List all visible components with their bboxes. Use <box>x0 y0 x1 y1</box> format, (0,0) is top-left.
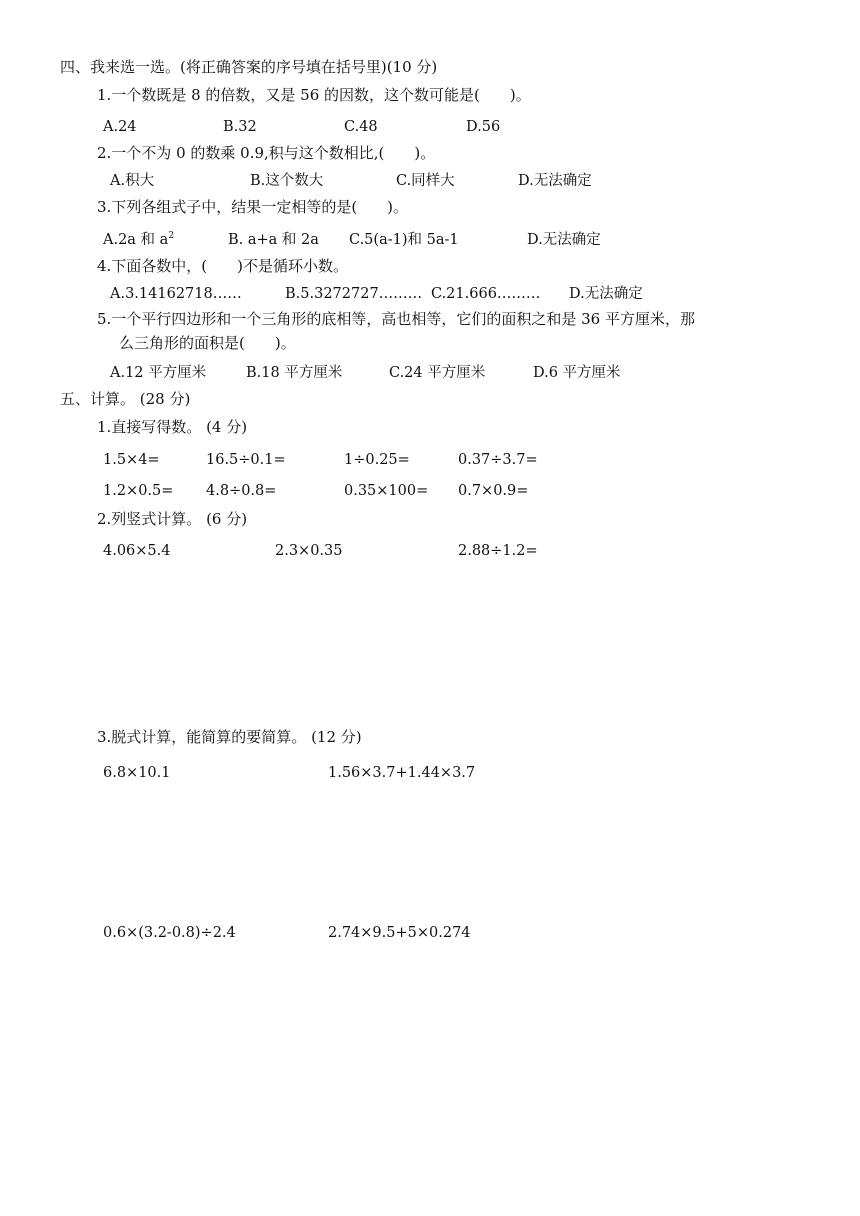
mental-calc-4: 0.37÷3.7= <box>458 452 538 468</box>
mental-calc-3: 1÷0.25= <box>344 452 410 468</box>
mental-calc-1: 1.5×4= <box>103 452 160 468</box>
question-2-stem: 2.一个不为 0 的数乘 0.9,积与这个数相比,( )。 <box>97 144 436 162</box>
q1-option-c: C.48 <box>344 119 378 135</box>
stepwise-calc-3: 0.6×(3.2-0.8)÷2.4 <box>103 925 236 941</box>
stepwise-calc-4: 2.74×9.5+5×0.274 <box>328 925 471 941</box>
section-4-title: 四、我来选一选。(将正确答案的序号填在括号里)(10 分) <box>60 58 438 76</box>
q4-option-d: D.无法确定 <box>569 286 643 302</box>
q3-option-a: A.2a 和 $a^2$ <box>103 231 175 248</box>
question-4-stem: 4.下面各数中，( )不是循环小数。 <box>97 257 349 275</box>
q1-option-a: A.24 <box>103 119 137 135</box>
stepwise-calc-1: 6.8×10.1 <box>103 765 171 781</box>
question-1-stem: 1.一个数既是 8 的倍数，又是 56 的因数，这个数可能是( )。 <box>97 86 531 104</box>
q5-option-c: C.24 平方厘米 <box>389 365 486 381</box>
part-2-title: 2.列竖式计算。 (6 分) <box>97 510 248 528</box>
mental-calc-5: 1.2×0.5= <box>103 483 174 499</box>
question-5-stem-line-2: 么三角形的面积是( )。 <box>119 334 296 352</box>
q4-option-a: A.3.14162718…… <box>110 286 242 302</box>
q2-option-d: D.无法确定 <box>518 173 592 189</box>
mental-calc-2: 16.5÷0.1= <box>206 452 286 468</box>
part-3-title: 3.脱式计算，能简算的要简算。 (12 分) <box>97 728 362 746</box>
q1-option-b: B.32 <box>223 119 257 135</box>
q4-option-c: C.21.666……… <box>431 286 541 302</box>
q4-option-b: B.5.3272727……… <box>285 286 423 302</box>
q3-option-d: D.无法确定 <box>527 232 601 248</box>
q2-option-c: C.同样大 <box>396 173 455 189</box>
vertical-calc-3: 2.88÷1.2= <box>458 543 538 559</box>
q3-option-c: C.5(a-1)和 5a-1 <box>349 232 459 248</box>
vertical-calc-1: 4.06×5.4 <box>103 543 171 559</box>
mental-calc-7: 0.35×100= <box>344 483 429 499</box>
question-3-stem: 3.下列各组式子中，结果一定相等的是( )。 <box>97 198 409 216</box>
mental-calc-8: 0.7×0.9= <box>458 483 529 499</box>
q5-option-b: B.18 平方厘米 <box>246 365 343 381</box>
superscript-two: 2 <box>168 231 175 241</box>
vertical-calc-2: 2.3×0.35 <box>275 543 343 559</box>
q3-option-b: B. a+a 和 2a <box>228 232 319 248</box>
q2-option-b: B.这个数大 <box>250 173 324 189</box>
section-5-title: 五、计算。 (28 分) <box>60 390 191 408</box>
q1-option-d: D.56 <box>466 119 501 135</box>
stepwise-calc-2: 1.56×3.7+1.44×3.7 <box>328 765 476 781</box>
q2-option-a: A.积大 <box>110 173 155 189</box>
q5-option-a: A.12 平方厘米 <box>110 365 207 381</box>
q5-option-d: D.6 平方厘米 <box>533 365 621 381</box>
part-1-title: 1.直接写得数。 (4 分) <box>97 418 248 436</box>
question-5-stem-line-1: 5.一个平行四边形和一个三角形的底相等，高也相等，它们的面积之和是 36 平方厘米，那 <box>97 310 695 328</box>
mental-calc-6: 4.8÷0.8= <box>206 483 277 499</box>
